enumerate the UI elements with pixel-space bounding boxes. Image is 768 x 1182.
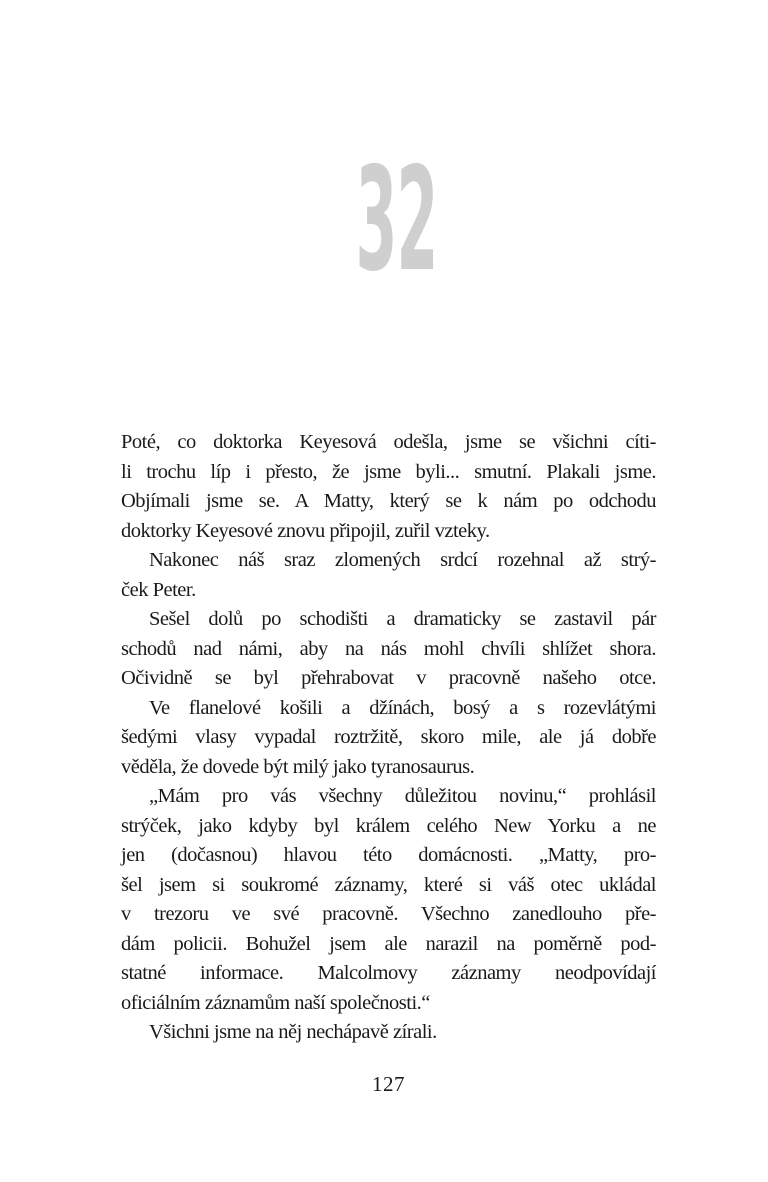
- text-line: Objímali jsme se. A Matty, který se k nám po odchodu: [121, 490, 656, 512]
- text-line: li trochu líp i přesto, že jsme byli... smutní. Plakali jsme.: [121, 460, 656, 483]
- page-number: 127: [372, 1072, 405, 1096]
- text-line: dám policii. Bohužel jsem ale narazil na poměrně pod-: [121, 932, 656, 955]
- text-line: statné informace. Malcolmovy záznamy neodpovídají: [121, 962, 656, 984]
- text-line: Ve flanelové košili a džínách, bosý a s rozevlátými: [149, 696, 656, 719]
- text-line: Sešel dolů po schodišti a dramaticky se zastavil pár: [149, 608, 656, 630]
- text-line: věděla, že dovede být milý jako tyranosaurus.: [121, 755, 475, 778]
- body-text: [121, 428, 656, 1048]
- chapter-number: [12, 136, 768, 303]
- text-line: šel jsem si soukromé záznamy, které si váš otec ukládal: [121, 873, 656, 896]
- text-line: ček Peter.: [121, 578, 196, 601]
- text-line: „Mám pro vás všechny důležitou novinu,“ prohlásil: [149, 785, 656, 807]
- text-line: jen (dočasnou) hlavou této domácnosti. „Matty, pro-: [121, 844, 656, 866]
- text-line: strýček, jako kdyby byl králem celého New Yorku a ne: [121, 814, 656, 837]
- text-line: oficiálním záznamům naší společnosti.“: [121, 991, 430, 1014]
- text-line: schodů nad námi, aby na nás mohl chvíli shlížet shora.: [121, 637, 656, 660]
- text-line: Poté, co doktorka Keyesová odešla, jsme se všichni cíti-: [121, 431, 656, 453]
- text-line: Očividně se byl přehrabovat v pracovně našeho otce.: [121, 667, 656, 689]
- chapter-number-digits: 32: [355, 136, 437, 303]
- text-line: doktorky Keyesové znovu připojil, zuřil vzteky.: [121, 519, 490, 542]
- text-line: v trezoru ve své pracovně. Všechno zanedlouho pře-: [121, 903, 656, 925]
- text-line: Nakonec náš sraz zlomených srdcí rozehnal až strý-: [149, 549, 656, 571]
- text-line: šedými vlasy vypadal roztržitě, skoro mile, ale já dobře: [121, 726, 656, 748]
- text-line: Všichni jsme na něj nechápavě zírali.: [149, 1021, 437, 1043]
